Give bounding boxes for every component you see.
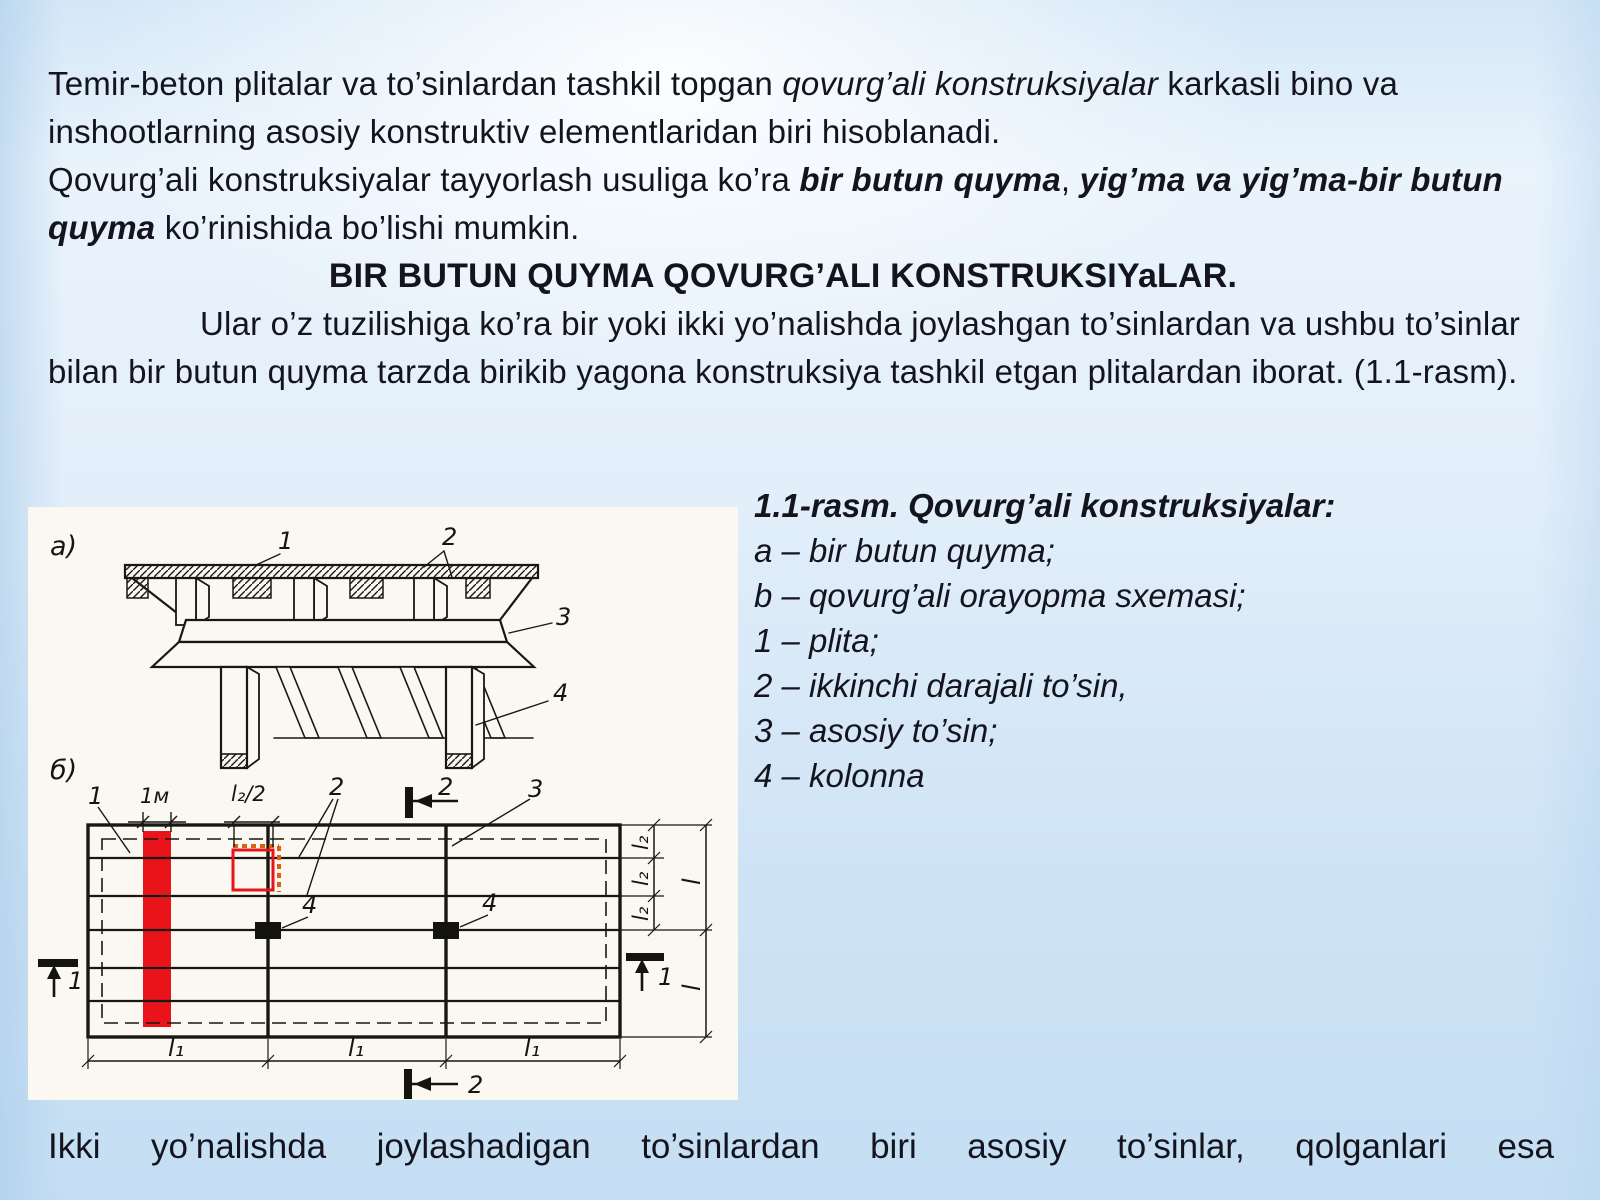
plan-column-right: [433, 922, 459, 939]
callout-4-column: 4: [553, 679, 569, 707]
dim-l2-label-3: l₂: [629, 906, 653, 921]
callout-2-secondary-beam: 2: [442, 523, 458, 551]
dim-l1-label-1: l₁: [168, 1034, 185, 1062]
plan-callout-2: 2: [329, 773, 345, 801]
axonometric-view: [50, 523, 571, 768]
figure-drawing: [28, 507, 738, 1100]
plan-column-left: [255, 922, 281, 939]
caption-line-a: a – bir butun quyma;: [754, 532, 1055, 569]
section-2-bottom-label: 2: [468, 1071, 484, 1099]
view-b-label: б): [50, 755, 78, 786]
caption-line-3: 3 – asosiy to’sin;: [754, 712, 998, 749]
dim-l-label-top: l: [678, 878, 706, 885]
dim-l2-label-1: l₂: [629, 835, 653, 850]
caption-line-2: 2 – ikkinchi darajali to’sin,: [754, 667, 1128, 704]
callout-3-main-beam: 3: [556, 603, 572, 631]
figure-caption: [754, 483, 1584, 798]
plan-callout-4-left: 4: [302, 891, 318, 919]
dim-l2-label-2: l₂: [629, 871, 653, 886]
red-detail-square: [233, 846, 279, 892]
plan-callout-3: 3: [528, 775, 544, 803]
figure-scan-panel: [28, 507, 738, 1100]
plan-callout-1: 1: [88, 782, 104, 810]
intro-text-block: [48, 60, 1558, 396]
caption-line-1: 1 – plita;: [754, 622, 879, 659]
caption-title: 1.1-rasm. Qovurg’ali konstruksiyalar:: [754, 487, 1336, 524]
section-1-left-mark: [38, 959, 83, 997]
p2-seg4-bold-italic: yig’ma va yig’ma-bir butun quyma: [48, 161, 1503, 246]
caption-line-4: 4 – kolonna: [754, 757, 925, 794]
dim-1m-label: 1м: [140, 784, 170, 808]
callout-1-plita: 1: [278, 527, 294, 555]
dim-l2-half-label: l₂/2: [231, 782, 266, 806]
p2-seg2-bold-italic: bir butun quyma: [799, 161, 1061, 198]
paragraph-2: [48, 156, 1558, 252]
dim-l-label-bottom: l: [678, 984, 706, 991]
p2-seg1: Qovurg’ali konstruksiyalar tayyorlash usuliga ko’ra: [48, 161, 800, 198]
p1-seg1: Temir-beton plitalar va to’sinlardan tashkil topgan: [48, 65, 783, 102]
section-2-bottom-mark: [404, 1069, 483, 1099]
view-a-label: a): [50, 531, 78, 562]
p1-seg2-italic: qovurg’ali konstruksiyalar: [782, 65, 1159, 102]
paragraph-3: Ular o’z tuzilishiga ko’ra bir yoki ikki yo’nalishda joylashgan to’sinlardan va ushbu to’sinlar bilan bir butun quyma tarzda birikib yagona konstruksiya tashkil etgan plitalardan iborat. (1.1-rasm).: [48, 305, 1521, 390]
paragraph-1: [48, 60, 1558, 156]
section-1-right-mark: [626, 953, 673, 991]
section-heading: BIR BUTUN QUYMA QOVURG’ALI KONSTRUKSIYaLAR.: [328, 257, 1238, 295]
bottom-paragraph: Ikki yo’nalishda joylashadigan to’sinlardan biri asosiy to’sinlar, qolganlari esa: [48, 1127, 1554, 1166]
section-1-right-label: 1: [658, 963, 674, 991]
p2-seg3: ,: [1060, 161, 1080, 198]
dim-l1-label-3: l₁: [524, 1034, 541, 1062]
p2-seg5: ko’rinishida bo’lishi mumkin.: [155, 209, 580, 246]
caption-line-b: b – qovurg’ali orayopma sxemasi;: [754, 577, 1246, 614]
plan-view: [38, 755, 712, 1099]
dim-l1-label-2: l₁: [348, 1034, 365, 1062]
section-1-left-label: 1: [68, 967, 84, 995]
p1-seg3: karkasli bino va inshootlarning asosiy konstruktiv elementlaridan biri hisoblanadi.: [48, 65, 1399, 150]
section-2-top-mark: [405, 773, 458, 818]
section-2-top-label: 2: [438, 773, 454, 801]
plan-callout-4-right: 4: [482, 889, 498, 917]
